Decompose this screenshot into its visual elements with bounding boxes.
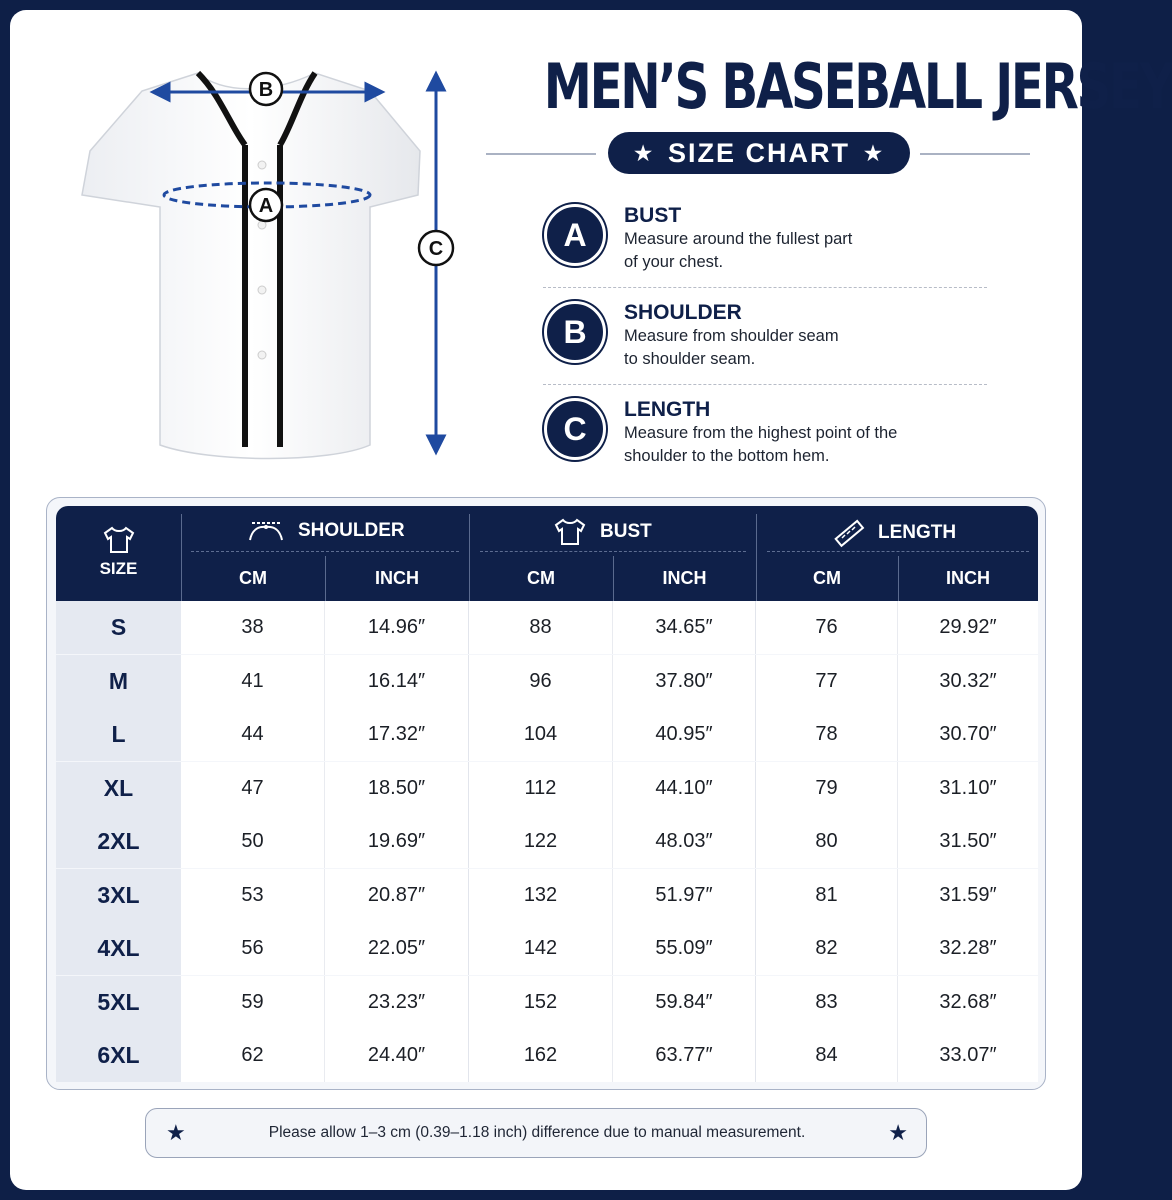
value-cell: 30.32″ xyxy=(898,655,1038,708)
value-cell: 22.05″ xyxy=(325,922,469,975)
value-cell: 48.03″ xyxy=(613,815,756,868)
value-cell: 77 xyxy=(756,655,898,708)
value-cell: 55.09″ xyxy=(613,922,756,975)
value-cell: 83 xyxy=(756,976,898,1029)
value-cell: 104 xyxy=(469,708,613,761)
label-b-marker xyxy=(250,73,282,105)
size-column-header: SIZE xyxy=(56,526,181,579)
size-table xyxy=(46,497,1046,1090)
value-cell: 62 xyxy=(181,1029,325,1082)
group-bust: BUST xyxy=(552,518,652,546)
unit-header: CM xyxy=(813,568,841,588)
value-cell: 14.96″ xyxy=(325,601,469,654)
group-shoulder: SHOULDER xyxy=(246,518,405,544)
measure-desc: Measure from shoulder seam to shoulder seam. xyxy=(624,327,839,368)
value-cell: 32.28″ xyxy=(898,922,1038,975)
jersey-diagram xyxy=(70,55,470,475)
value-cell: 59.84″ xyxy=(613,976,756,1029)
value-cell: 81 xyxy=(756,869,898,922)
divider xyxy=(543,384,987,385)
value-cell: 32.68″ xyxy=(898,976,1038,1029)
ruler-icon xyxy=(832,518,866,548)
value-cell: 38 xyxy=(181,601,325,654)
value-cell: 20.87″ xyxy=(325,869,469,922)
value-cell: 56 xyxy=(181,922,325,975)
label-a-marker xyxy=(250,189,282,221)
value-cell: 51.97″ xyxy=(613,869,756,922)
value-cell: 59 xyxy=(181,976,325,1029)
value-cell: 142 xyxy=(469,922,613,975)
table-row xyxy=(56,815,1038,868)
table-header xyxy=(56,506,1038,601)
value-cell: 96 xyxy=(469,655,613,708)
value-cell: 80 xyxy=(756,815,898,868)
value-cell: 122 xyxy=(469,815,613,868)
size-cell: M xyxy=(56,655,181,708)
value-cell: 84 xyxy=(756,1029,898,1082)
value-cell: 44.10″ xyxy=(613,762,756,815)
value-cell: 30.70″ xyxy=(898,708,1038,761)
table-row xyxy=(56,708,1038,761)
star-icon: ★ xyxy=(888,1120,908,1145)
size-cell: 4XL xyxy=(56,922,181,975)
subtitle-pill xyxy=(608,132,910,174)
value-cell: 40.95″ xyxy=(613,708,756,761)
size-cell: 6XL xyxy=(56,1029,181,1082)
value-cell: 44 xyxy=(181,708,325,761)
value-cell: 82 xyxy=(756,922,898,975)
svg-text:B: B xyxy=(258,79,274,101)
subtitle-text: SIZE CHART xyxy=(668,137,850,168)
size-cell: 3XL xyxy=(56,869,181,922)
unit-header: INCH xyxy=(375,568,419,588)
size-cell: 5XL xyxy=(56,976,181,1029)
badge-c: C xyxy=(544,398,606,460)
table-row xyxy=(56,762,1038,815)
measurement-note xyxy=(145,1108,927,1158)
value-cell: 152 xyxy=(469,976,613,1029)
star-icon: ★ xyxy=(864,142,884,165)
value-cell: 37.80″ xyxy=(613,655,756,708)
value-cell: 31.59″ xyxy=(898,869,1038,922)
jersey-body xyxy=(82,73,420,459)
value-cell: 17.32″ xyxy=(325,708,469,761)
label-c-marker xyxy=(419,231,453,265)
unit-header: CM xyxy=(527,568,555,588)
value-cell: 33.07″ xyxy=(898,1029,1038,1082)
title-rule-left xyxy=(486,153,596,155)
value-cell: 29.92″ xyxy=(898,601,1038,654)
value-cell: 76 xyxy=(756,601,898,654)
measure-desc: Measure around the fullest part of your chest. xyxy=(624,230,853,271)
shirt-icon xyxy=(101,526,137,554)
value-cell: 79 xyxy=(756,762,898,815)
value-cell: 53 xyxy=(181,869,325,922)
star-icon: ★ xyxy=(166,1120,186,1145)
measure-shoulder xyxy=(544,301,984,381)
svg-text:A: A xyxy=(258,195,274,217)
value-cell: 50 xyxy=(181,815,325,868)
value-cell: 23.23″ xyxy=(325,976,469,1029)
shoulder-measure-icon xyxy=(246,518,286,544)
star-icon: ★ xyxy=(634,142,654,165)
value-cell: 24.40″ xyxy=(325,1029,469,1082)
table-row xyxy=(56,976,1038,1029)
size-cell: S xyxy=(56,601,181,654)
table-row xyxy=(56,655,1038,708)
svg-text:C: C xyxy=(428,238,444,260)
table-row xyxy=(56,922,1038,975)
size-cell: L xyxy=(56,708,181,761)
badge-a: A xyxy=(544,204,606,266)
value-cell: 162 xyxy=(469,1029,613,1082)
size-cell: 2XL xyxy=(56,815,181,868)
title-rule-right xyxy=(920,153,1030,155)
value-cell: 34.65″ xyxy=(613,601,756,654)
table-row xyxy=(56,601,1038,654)
value-cell: 18.50″ xyxy=(325,762,469,815)
measure-title: SHOULDER xyxy=(624,301,742,324)
measure-length xyxy=(544,398,984,478)
value-cell: 112 xyxy=(469,762,613,815)
note-text: Please allow 1–3 cm (0.39–1.18 inch) difference due to manual measurement. xyxy=(268,1124,806,1141)
value-cell: 78 xyxy=(756,708,898,761)
value-cell: 19.69″ xyxy=(325,815,469,868)
value-cell: 63.77″ xyxy=(613,1029,756,1082)
page-title: MEN’S BASEBALL JERSEY xyxy=(543,50,1172,123)
value-cell: 41 xyxy=(181,655,325,708)
value-cell: 31.50″ xyxy=(898,815,1038,868)
badge-b: B xyxy=(544,301,606,363)
size-chart-card xyxy=(10,10,1172,1190)
measure-bust xyxy=(544,204,984,284)
table-row xyxy=(56,1029,1038,1082)
measure-title: BUST xyxy=(624,204,682,227)
group-length: LENGTH xyxy=(832,518,956,548)
value-cell: 88 xyxy=(469,601,613,654)
value-cell: 47 xyxy=(181,762,325,815)
measure-desc: Measure from the highest point of the shoulder to the bottom hem. xyxy=(624,424,898,465)
shirt-icon xyxy=(552,518,588,546)
unit-header: INCH xyxy=(946,568,990,588)
value-cell: 31.10″ xyxy=(898,762,1038,815)
value-cell: 132 xyxy=(469,869,613,922)
unit-header: CM xyxy=(239,568,267,588)
value-cell: 16.14″ xyxy=(325,655,469,708)
unit-header: INCH xyxy=(662,568,707,588)
measure-title: LENGTH xyxy=(624,398,711,421)
divider xyxy=(543,287,987,288)
table-row xyxy=(56,869,1038,922)
size-cell: XL xyxy=(56,762,181,815)
